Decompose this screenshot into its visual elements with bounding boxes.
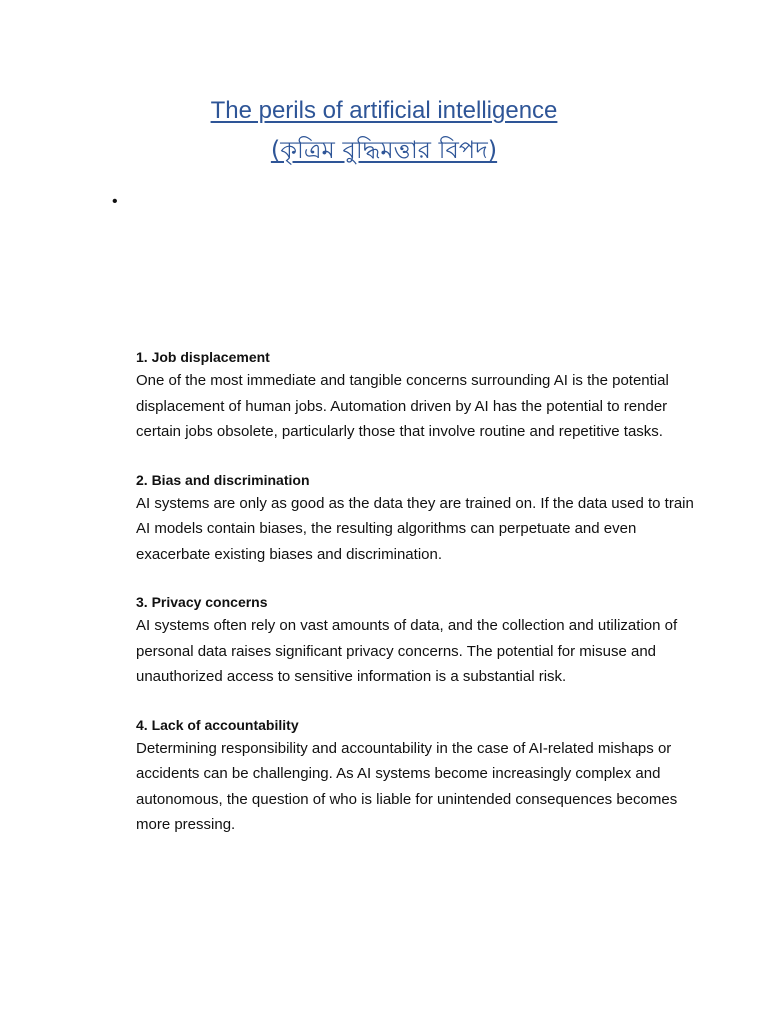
page-title: The perils of artificial intelligence <box>210 97 558 124</box>
section-heading: 3. Privacy concerns <box>136 594 268 610</box>
section-paragraph: Determining responsibility and accountability in the case of AI-related mishaps or accidents can be challenging. As AI systems become increasingly complex and autonomous, the question of who is liable for unintended consequences becomes more pressing. <box>136 739 678 833</box>
page-subtitle-bengali: (কৃত্রিম বুদ্ধিমত্তার বিপদ) <box>270 136 498 164</box>
section-lack-of-accountability <box>136 714 696 838</box>
section-job-displacement <box>136 346 696 445</box>
section-paragraph: AI systems often rely on vast amounts of data, and the collection and utilization of personal data raises significant privacy concerns. The potential for misuse and unauthorized access to sensitive information is a substantial risk. <box>136 617 678 685</box>
title-block <box>0 94 768 168</box>
section-paragraph: One of the most immediate and tangible concerns surrounding AI is the potential displacement of human jobs. Automation driven by AI has the potential to render certain jobs obsolete, particularly those that involve routine and repetitive tasks. <box>136 372 669 440</box>
empty-bullet-point: • <box>112 193 118 210</box>
section-privacy-concerns <box>136 591 696 690</box>
section-heading: 4. Lack of accountability <box>136 716 299 733</box>
section-heading: 2. Bias and discrimination <box>136 471 310 488</box>
section-paragraph: AI systems are only as good as the data they are trained on. If the data used to train AI models contain biases, the resulting algorithms can perpetuate and even exacerbate existing biases and discrimination. <box>136 494 694 563</box>
section-heading: 1. Job displacement <box>136 349 270 365</box>
content-body <box>136 346 696 862</box>
section-bias-discrimination <box>136 469 696 568</box>
